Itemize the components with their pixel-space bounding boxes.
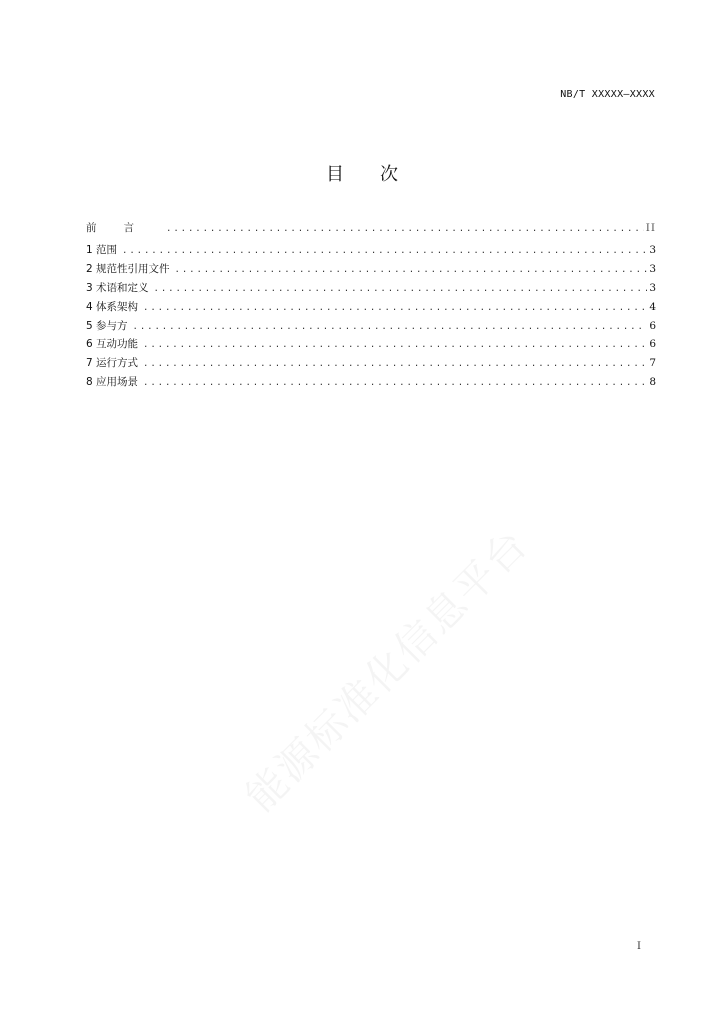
toc-dot-leader: [143, 340, 647, 350]
toc-title: 目次: [326, 164, 434, 185]
toc-entry-label: 前言: [86, 222, 161, 234]
toc-dot-leader: [143, 303, 647, 313]
toc-dot-leader: [143, 359, 647, 369]
toc-entry-label: 7 运行方式: [86, 357, 139, 370]
toc-entry-participants[interactable]: [86, 318, 656, 337]
toc-entry-page: 6: [649, 319, 656, 332]
document-code: NB/T XXXXX—XXXX: [560, 89, 655, 100]
toc-entry-foreword[interactable]: [86, 220, 656, 242]
toc-entry-scope[interactable]: [86, 242, 656, 261]
table-of-contents: [86, 220, 656, 393]
toc-entry-page: 4: [649, 300, 656, 313]
toc-entry-label: 6 互动功能: [86, 338, 139, 351]
toc-entry-interaction-functions[interactable]: [86, 336, 656, 355]
toc-entry-page: 3: [649, 244, 656, 256]
toc-dot-leader: [154, 284, 648, 294]
toc-dot-leader: [143, 378, 647, 388]
toc-entry-operation-modes[interactable]: [86, 355, 656, 374]
toc-entry-page: 7: [649, 357, 656, 370]
toc-entry-terms-definitions[interactable]: [86, 280, 656, 299]
toc-entry-page: 6: [649, 338, 656, 351]
toc-entry-label: 4 体系架构: [86, 300, 139, 313]
toc-entry-label: 2 规范性引用文件: [86, 262, 170, 275]
toc-entry-application-scenarios[interactable]: [86, 374, 656, 393]
toc-entry-architecture[interactable]: [86, 299, 656, 318]
toc-entry-label: 5 参与方: [86, 319, 128, 332]
toc-entry-page: II: [645, 222, 656, 234]
toc-entry-label: 1 范围: [86, 244, 118, 256]
toc-entry-normative-references[interactable]: [86, 261, 656, 280]
toc-dot-leader: [133, 322, 648, 332]
toc-dot-leader: [166, 224, 644, 234]
watermark: [230, 514, 539, 823]
toc-dot-leader: [122, 246, 647, 256]
toc-entry-page: 3: [649, 281, 656, 294]
toc-entry-label: 8 应用场景: [86, 376, 139, 389]
toc-entry-label: 3 术语和定义: [86, 281, 149, 294]
page-number: I: [637, 941, 641, 952]
toc-entry-page: 3: [649, 262, 656, 275]
toc-entry-page: 8: [649, 376, 656, 389]
toc-dot-leader: [175, 265, 648, 275]
